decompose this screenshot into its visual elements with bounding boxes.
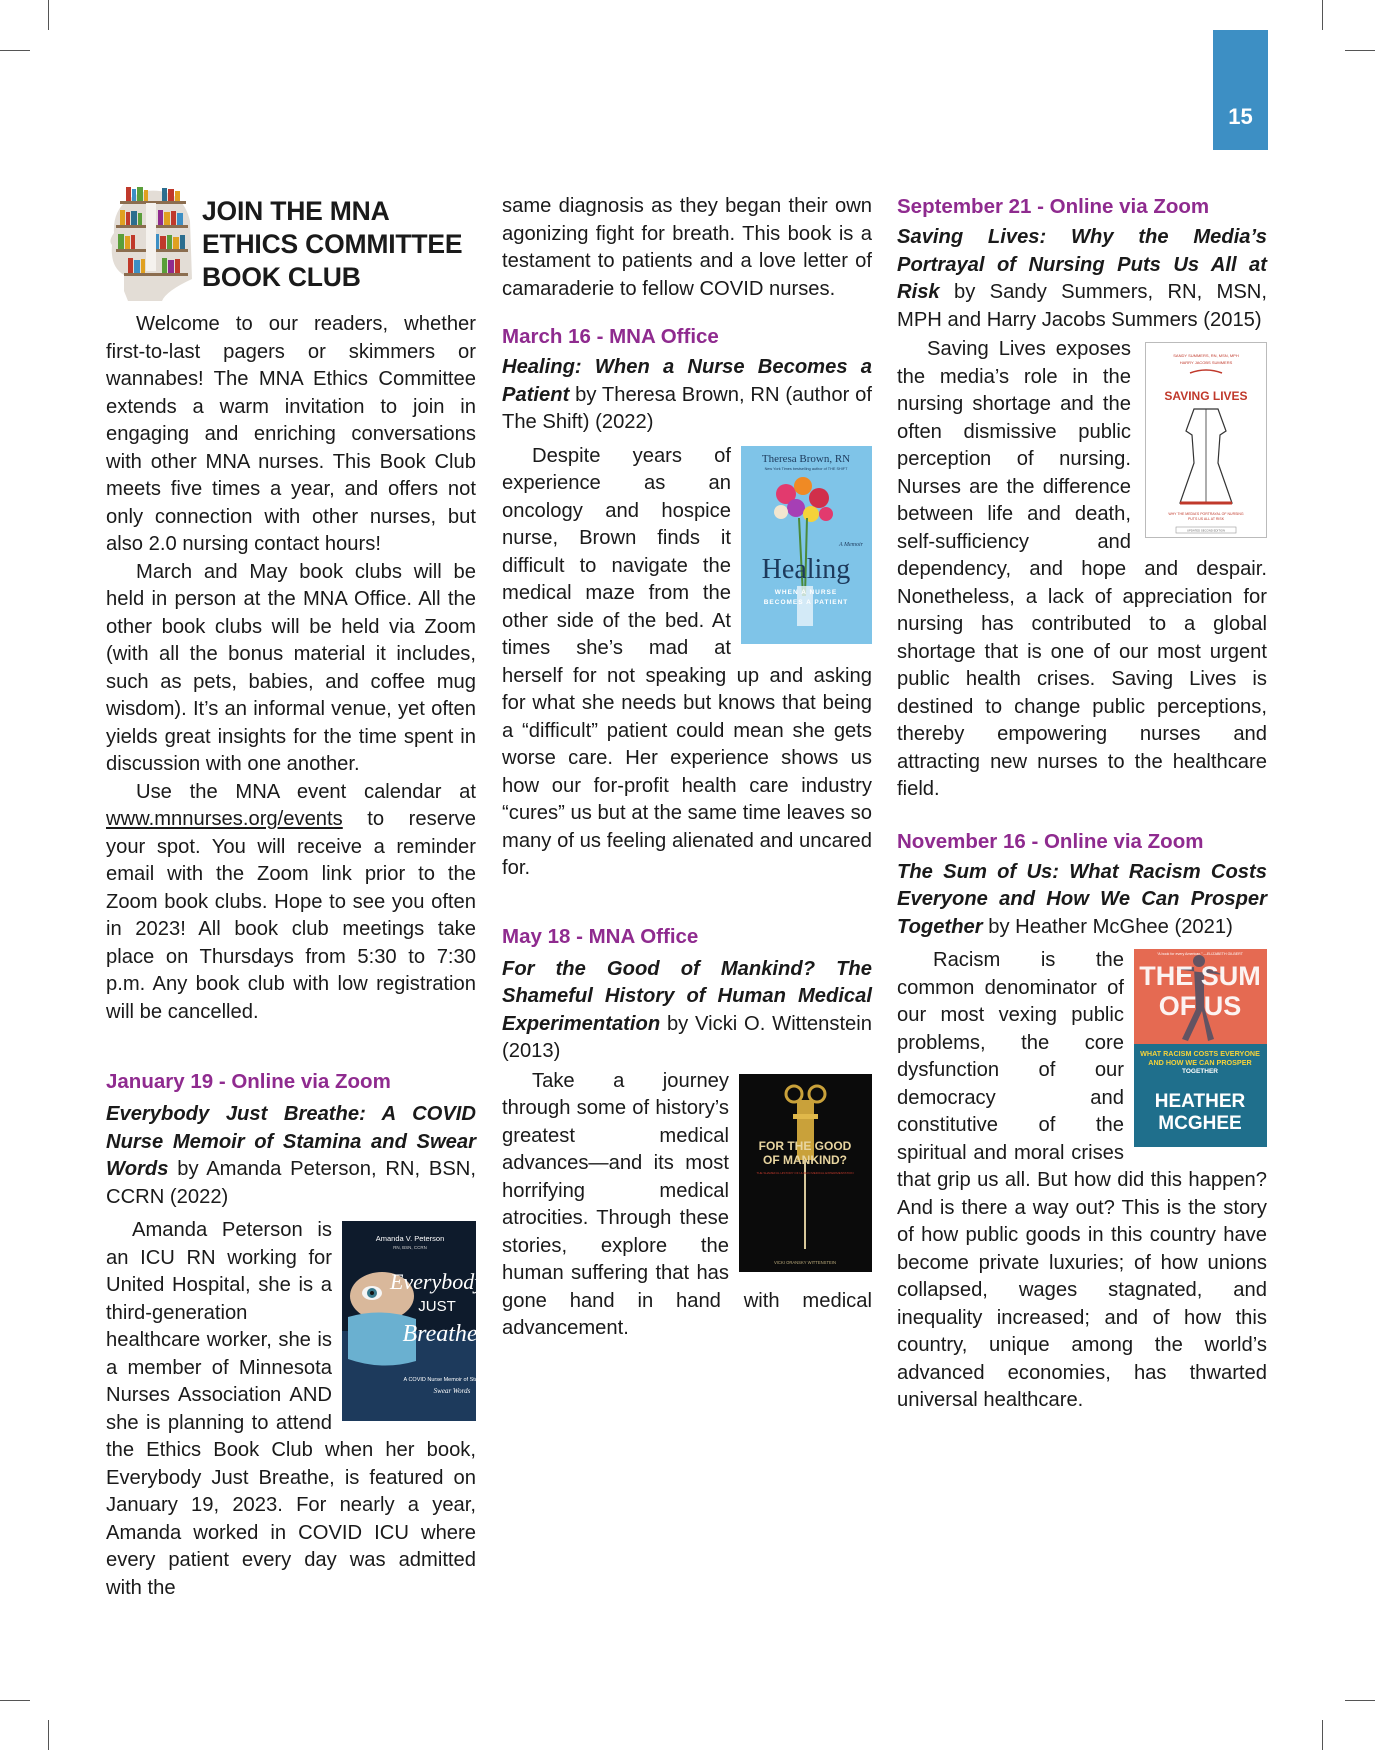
session-march bbox=[502, 323, 872, 883]
cover-subtitle: WHEN A NURSE bbox=[774, 588, 838, 596]
cover-author: Amanda V. Peterson bbox=[375, 1234, 445, 1243]
crop-mark bbox=[0, 50, 30, 51]
book-title: The Sum of Us: What Racism Costs Everyone and How We Can Prosper Together bbox=[897, 860, 1267, 938]
cover-author: HARRY JACOBS SUMMERS bbox=[1179, 360, 1233, 365]
session-body-wrap bbox=[897, 947, 1267, 1415]
book-byline: by Vicki O. Wittenstein (2013) bbox=[502, 1012, 872, 1062]
session-description: Racism is the common denominator of our most vexing public problems, the core dysfunction of our democracy and constitutive of the spiritual and moral crises that grip us all. But how did this happen? And is there a way out? This is the story of how public goods in this country have become private luxuries; of how unions collapsed, wages stagnated, and inequality increased; and of how this country, unique among the world’s advanced economies, has thwarted universal healthcare. bbox=[897, 949, 1267, 1411]
session-description: Despite years of experience as an oncology and hospice nurse, Brown finds it difficult to navigate the medical maze from the other side of the bed. At times she’s mad at herself for not speaking up and asking for what she needs but knows that being a “difficult” patient could mean she gets worse care. Her experience shows us how our for-profit health care industry “cures” us but at the same time leaves so many of us feeling alienated and uncared for. bbox=[502, 444, 872, 879]
book-byline: by Amanda Peterson, RN, BSN, CCRN (2022) bbox=[106, 1158, 476, 1208]
page-number: 15 bbox=[1228, 104, 1253, 129]
crop-mark bbox=[0, 1700, 30, 1701]
book-byline: by Theresa Brown, RN (author of The Shift) (2022) bbox=[502, 383, 872, 433]
session-book-info bbox=[502, 354, 872, 437]
session-january bbox=[106, 1068, 501, 1602]
column-left bbox=[106, 195, 501, 1602]
cover-author: MCGHEE bbox=[1158, 1113, 1242, 1134]
book-title: Healing: When a Nurse Becomes a Patient bbox=[502, 356, 872, 406]
book-title: For the Good of Mankind? The Shameful History of Human Medical Experimentation bbox=[502, 957, 872, 1035]
heading-line: JOIN THE MNA bbox=[202, 196, 390, 226]
cover-author: VICKI ORANSKY WITTENSTEIN bbox=[773, 1259, 837, 1265]
cover-title: Healing bbox=[761, 553, 851, 585]
cover-quote: “A book for every American.” —ELIZABETH GILBERT bbox=[1157, 952, 1243, 956]
book-byline: by Heather McGhee (2021) bbox=[982, 915, 1233, 938]
intro-text: to reserve your spot. You will receive a reminder email with the Zoom link prior to the Zoom book clubs. Hope to see you often in 2023! All book club meetings take place on Thursdays from 5:30 to 7:30 p.m. Any book club with low registration will be cancelled. bbox=[106, 808, 476, 1023]
crop-mark bbox=[1345, 50, 1375, 51]
session-description: Take a journey through some of history’s greatest medical advances—and its most horrifying medical atrocities. Through these stories, explore the human suffering that has gone hand in hand with medical advancement. bbox=[502, 1069, 872, 1339]
book-cover-for-the-good-of-mankind bbox=[739, 1074, 872, 1272]
cover-author: HEATHER bbox=[1154, 1091, 1246, 1112]
cover-title: SAVING LIVES bbox=[1164, 389, 1248, 403]
heading-line: BOOK CLUB bbox=[202, 262, 361, 292]
session-book-info bbox=[897, 224, 1267, 334]
intro-paragraph bbox=[106, 779, 476, 1027]
crop-mark bbox=[1322, 1720, 1323, 1750]
session-body-wrap bbox=[106, 1217, 501, 1602]
book-cover-healing bbox=[741, 446, 872, 644]
cover-subtitle: A COVID Nurse Memoir of Stamina and bbox=[403, 1377, 501, 1383]
cover-title: THE SUM bbox=[1139, 961, 1261, 991]
session-description: Saving Lives exposes the media’s role in the nursing shortage and the often dismissive public perception of nursing. Nurses are the difference between life and death, self-sufficiency and dependency, and hope and despair. Nonetheless, a lack of appreciation for nursing has contributed to a global shortage that is one of our most urgent public health crises. Saving Lives is destined to change public perceptions, thereby empowering nurses and attracting new nurses to the healthcare field. bbox=[897, 338, 1267, 800]
cover-edition: UPDATED SECOND EDITION bbox=[1186, 528, 1226, 533]
cover-subtitle: WHY THE MEDIA’S PORTRAYAL OF NURSING bbox=[1168, 512, 1244, 516]
session-date: May 18 - MNA Office bbox=[502, 924, 699, 948]
cover-subtitle: AND HOW WE CAN PROSPER bbox=[1148, 1058, 1252, 1067]
session-description: Amanda Peterson is an ICU RN working for United Hospital, she is a third-generation healthcare worker, she is a member of Minnesota Nurses Association AND she is planning to attend the Ethics Book Club when her book, Everybody Just Breathe, is featured on January 19, 2023. For nearly a year, Amanda worked in COVID ICU where every patient every day was admitted with the bbox=[106, 1219, 476, 1599]
book-cover-saving-lives bbox=[1145, 342, 1267, 538]
session-date: September 21 - Online via Zoom bbox=[897, 195, 1210, 218]
book-club-header bbox=[106, 195, 476, 317]
session-november bbox=[897, 828, 1267, 1415]
cover-subtitle: WHAT RACISM COSTS EVERYONE bbox=[1140, 1049, 1260, 1058]
cover-author: SANDY SUMMERS, RN, MSN, MPH bbox=[1173, 353, 1239, 358]
session-september bbox=[897, 193, 1267, 804]
session-may bbox=[502, 923, 872, 1343]
book-cover-everybody-just-breathe bbox=[342, 1221, 501, 1421]
session-body-wrap bbox=[502, 443, 872, 883]
crop-mark bbox=[48, 1720, 49, 1750]
cover-label: A Memoir bbox=[838, 541, 864, 548]
book-title: Everybody Just Breathe: A COVID Nurse Memoir of Stamina and Swear Words bbox=[106, 1103, 476, 1180]
cover-title: OF US bbox=[1158, 991, 1242, 1021]
cover-title: JUST bbox=[418, 1298, 456, 1315]
book-byline: by Sandy Summers, RN, MSN, MPH and Harry Jacobs Summers (2015) bbox=[897, 281, 1267, 331]
crop-mark bbox=[1322, 0, 1323, 30]
book-cover-the-sum-of-us bbox=[1134, 949, 1267, 1147]
crop-mark bbox=[48, 0, 49, 30]
cover-subtitle: BECOMES A PATIENT bbox=[763, 598, 849, 606]
cover-credentials: RN, BSN, CCRN bbox=[393, 1245, 427, 1250]
cover-title: FOR THE GOOD bbox=[758, 1138, 852, 1153]
intro-paragraph: March and May book clubs will be held in person at the MNA Office. All the other book clubs will be held via Zoom (with all the bonus material it includes, such as pets, babies, and coffee mug wisdom). It’s an informal venue, yet often yields great insights for the time spent in discussion with one another. bbox=[106, 560, 476, 775]
cover-subtitle: THE SHAMEFUL HISTORY OF HUMAN MEDICAL EXPERIMENTATION bbox=[756, 1170, 854, 1175]
events-link[interactable]: www.mnnurses.org/events bbox=[106, 808, 343, 830]
column-middle bbox=[502, 195, 872, 1343]
cover-author: Theresa Brown, RN bbox=[761, 452, 851, 465]
session-description-continued: same diagnosis as they began their own agonizing fight for breath. This book is a testament to patients and a love letter of camaraderie to fellow COVID nurses. bbox=[502, 195, 872, 300]
intro-text: Use the MNA event calendar at bbox=[136, 780, 476, 803]
cover-subtitle: PUTS US ALL AT RISK bbox=[1187, 517, 1225, 521]
session-date: January 19 - Online via Zoom bbox=[106, 1070, 391, 1093]
session-book-info bbox=[897, 859, 1267, 942]
session-book-info bbox=[502, 956, 872, 1066]
page-number-tab bbox=[1213, 30, 1268, 150]
book-club-heading bbox=[202, 195, 462, 294]
session-body-wrap bbox=[897, 336, 1267, 804]
cover-subtitle: TOGETHER bbox=[1182, 1068, 1218, 1075]
intro-paragraph: Welcome to our readers, whether first-to-last pagers or skimmers or wannabes! The MNA Ethics Committee extends a warm invitation to join in engaging and enriching conversations with other MNA nurses. This Book Club meets five times a year, and offers not only connection with other nurses, but also 2.0 nursing contact hours! bbox=[106, 313, 476, 555]
session-book-info bbox=[106, 1101, 476, 1211]
column-right bbox=[897, 195, 1267, 1415]
bookshelf-head-icon bbox=[106, 183, 194, 301]
heading-line: ETHICS COMMITTEE bbox=[202, 229, 463, 259]
cover-tagline: New York Times bestselling author of THE SHIFT bbox=[764, 466, 848, 471]
crop-mark bbox=[1345, 1700, 1375, 1701]
session-date: November 16 - Online via Zoom bbox=[897, 829, 1204, 853]
session-date: March 16 - MNA Office bbox=[502, 325, 719, 348]
session-body-wrap bbox=[502, 1068, 872, 1343]
cover-subtitle: Swear Words bbox=[433, 1387, 471, 1395]
cover-title: Breathe bbox=[402, 1321, 478, 1347]
book-title: Saving Lives: Why the Media’s Portrayal of Nursing Puts Us All at Risk bbox=[897, 226, 1267, 303]
cover-title: Everybody bbox=[389, 1269, 485, 1294]
cover-title: OF MANKIND? bbox=[763, 1152, 847, 1167]
